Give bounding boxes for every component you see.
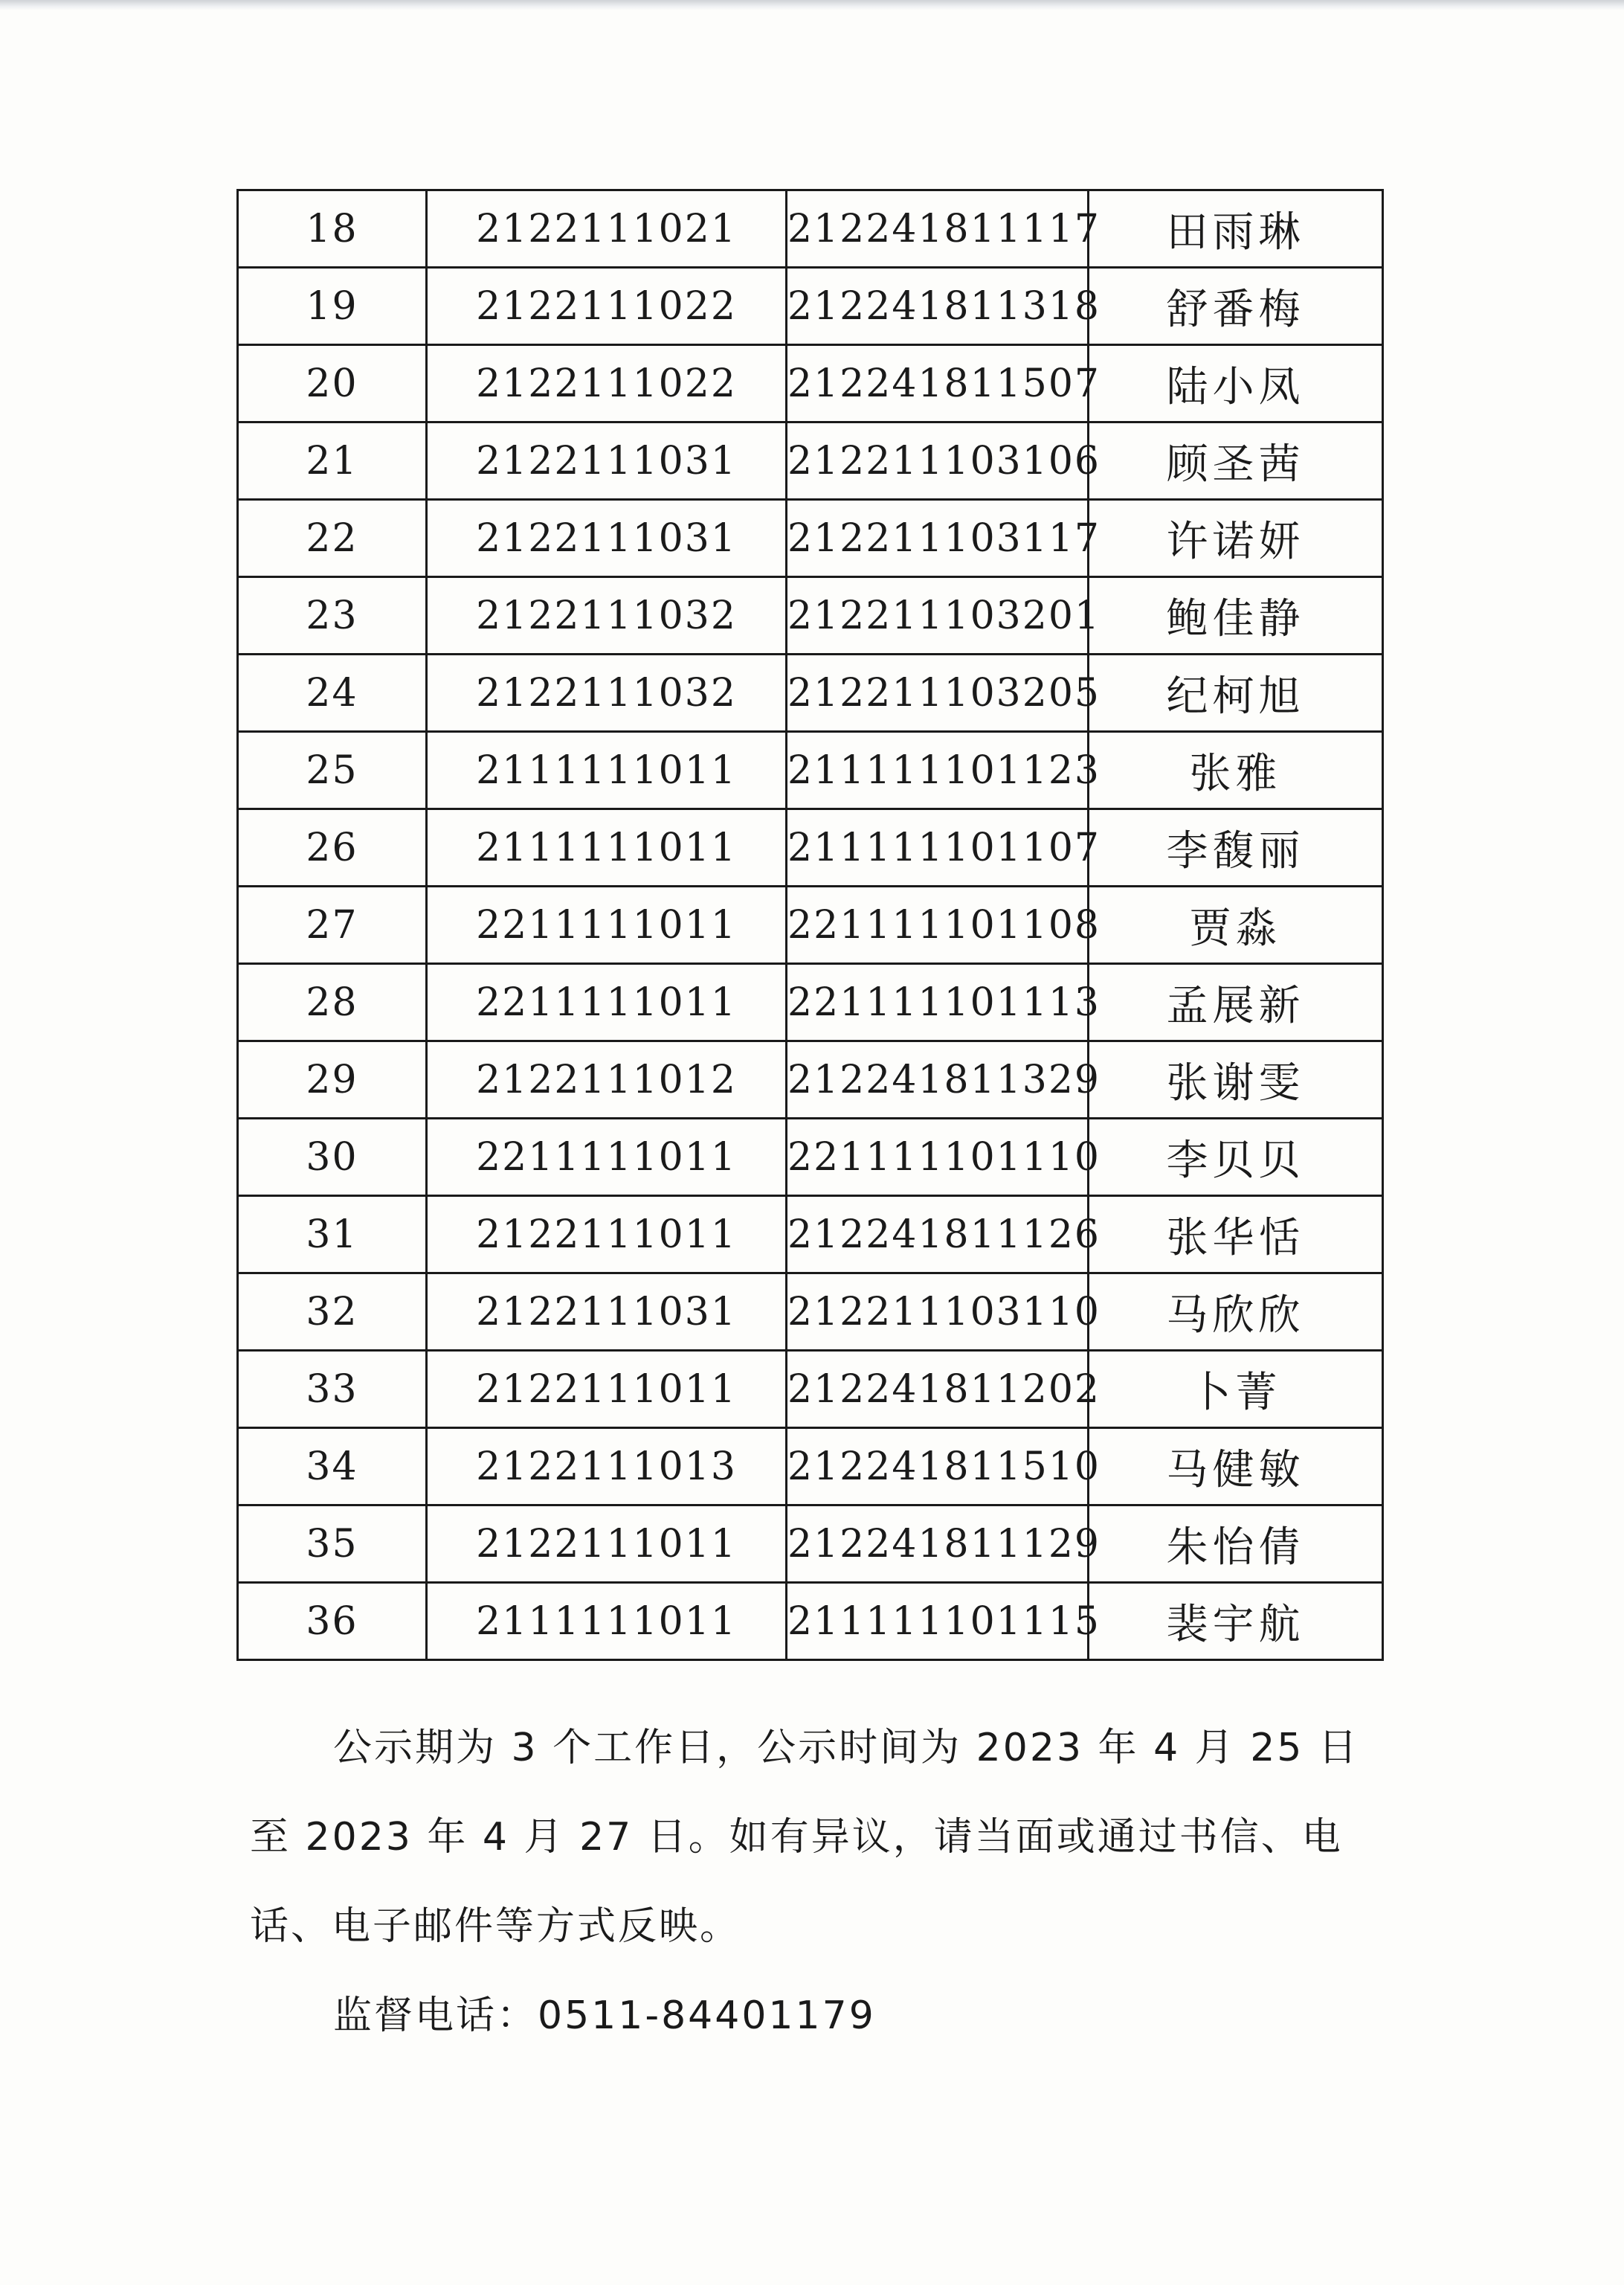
- table-row: [238, 1273, 1383, 1351]
- table-row: [238, 887, 1383, 964]
- table-row: [238, 577, 1383, 655]
- table-cell-name: 卜菁: [1089, 1351, 1383, 1428]
- table-cell-class-code: 2122111022: [427, 345, 787, 422]
- table-cell-student-id: 212241811329: [787, 1041, 1089, 1119]
- table-cell-name: 李馥丽: [1089, 809, 1383, 887]
- table-row: [238, 732, 1383, 809]
- table-cell-student-id: 212211103201: [787, 577, 1089, 655]
- table-cell-class-code: 2111111011: [427, 732, 787, 809]
- table-row: [238, 1505, 1383, 1583]
- table-cell-class-code: 2122111032: [427, 577, 787, 655]
- table-cell-class-code: 2122111011: [427, 1351, 787, 1428]
- notice-paragraph: 公示期为 3 个工作日，公示时间为 2023 年 4 月 25 日至 2023 年 4 月 27 日。如有异议，请当面或通过书信、电话、电子邮件等方式反映。: [250, 1726, 1359, 1949]
- table-cell-student-id: 212241811202: [787, 1351, 1089, 1428]
- table-cell-index: 21: [238, 422, 427, 500]
- table-cell-index: 20: [238, 345, 427, 422]
- table-cell-index: 33: [238, 1351, 427, 1428]
- table-cell-student-id: 221111101110: [787, 1119, 1089, 1196]
- table-row: [238, 1196, 1383, 1273]
- table-cell-name: 裴宇航: [1089, 1583, 1383, 1660]
- table-cell-student-id: 221111101108: [787, 887, 1089, 964]
- table-cell-class-code: 2211111011: [427, 887, 787, 964]
- table-cell-student-id: 212241811318: [787, 268, 1089, 345]
- table-cell-class-code: 2122111011: [427, 1505, 787, 1583]
- table-cell-index: 28: [238, 964, 427, 1041]
- table-cell-class-code: 2111111011: [427, 1583, 787, 1660]
- table-row: [238, 1583, 1383, 1660]
- table-cell-name: 鲍佳静: [1089, 577, 1383, 655]
- table-row: [238, 1351, 1383, 1428]
- table-row: [238, 422, 1383, 500]
- scan-edge: [0, 0, 1624, 10]
- table-cell-student-id: 212211103110: [787, 1273, 1089, 1351]
- table-cell-class-code: 2122111021: [427, 190, 787, 268]
- supervision-hotline: 监督电话：0511-84401179: [333, 1993, 876, 2038]
- table-cell-index: 18: [238, 190, 427, 268]
- table-cell-name: 纪柯旭: [1089, 655, 1383, 732]
- table-cell-name: 马健敏: [1089, 1428, 1383, 1505]
- table-cell-name: 张谢雯: [1089, 1041, 1383, 1119]
- table-cell-name: 朱怡倩: [1089, 1505, 1383, 1583]
- table-cell-index: 35: [238, 1505, 427, 1583]
- table-cell-student-id: 211111101123: [787, 732, 1089, 809]
- table-cell-student-id: 212241811507: [787, 345, 1089, 422]
- table-cell-name: 舒番梅: [1089, 268, 1383, 345]
- table-cell-name: 孟展新: [1089, 964, 1383, 1041]
- table-cell-student-id: 212241811126: [787, 1196, 1089, 1273]
- table-cell-class-code: 2122111031: [427, 500, 787, 577]
- table-cell-student-id: 212211103106: [787, 422, 1089, 500]
- table-cell-class-code: 2122111013: [427, 1428, 787, 1505]
- table-row: [238, 190, 1383, 268]
- table-cell-index: 26: [238, 809, 427, 887]
- table-cell-class-code: 2122111012: [427, 1041, 787, 1119]
- table-cell-name: 马欣欣: [1089, 1273, 1383, 1351]
- table-cell-name: 田雨琳: [1089, 190, 1383, 268]
- table-cell-index: 31: [238, 1196, 427, 1273]
- table-cell-name: 张华恬: [1089, 1196, 1383, 1273]
- table-cell-student-id: 211111101107: [787, 809, 1089, 887]
- table-row: [238, 345, 1383, 422]
- table-row: [238, 1119, 1383, 1196]
- roster-table-body: [238, 190, 1383, 1660]
- table-cell-index: 24: [238, 655, 427, 732]
- table-cell-index: 19: [238, 268, 427, 345]
- table-cell-index: 23: [238, 577, 427, 655]
- table-cell-class-code: 2122111032: [427, 655, 787, 732]
- table-row: [238, 268, 1383, 345]
- table-cell-class-code: 2122111011: [427, 1196, 787, 1273]
- table-cell-index: 32: [238, 1273, 427, 1351]
- table-cell-index: 22: [238, 500, 427, 577]
- table-row: [238, 964, 1383, 1041]
- table-cell-name: 顾圣茜: [1089, 422, 1383, 500]
- table-row: [238, 1041, 1383, 1119]
- table-cell-class-code: 2122111031: [427, 1273, 787, 1351]
- table-cell-class-code: 2122111031: [427, 422, 787, 500]
- table-cell-student-id: 212241811510: [787, 1428, 1089, 1505]
- table-cell-name: 许诺妍: [1089, 500, 1383, 577]
- table-cell-class-code: 2211111011: [427, 964, 787, 1041]
- table-cell-student-id: 212211103205: [787, 655, 1089, 732]
- table-row: [238, 500, 1383, 577]
- table-row: [238, 1428, 1383, 1505]
- table-cell-student-id: 212241811129: [787, 1505, 1089, 1583]
- table-row: [238, 809, 1383, 887]
- table-cell-index: 30: [238, 1119, 427, 1196]
- table-cell-name: 张雅: [1089, 732, 1383, 809]
- table-cell-class-code: 2111111011: [427, 809, 787, 887]
- table-cell-index: 34: [238, 1428, 427, 1505]
- table-cell-class-code: 2122111022: [427, 268, 787, 345]
- table-cell-name: 陆小凤: [1089, 345, 1383, 422]
- table-cell-index: 29: [238, 1041, 427, 1119]
- table-cell-index: 27: [238, 887, 427, 964]
- table-cell-student-id: 212211103117: [787, 500, 1089, 577]
- table-cell-index: 25: [238, 732, 427, 809]
- notice-section: [250, 1703, 1395, 2060]
- table-cell-name: 贾淼: [1089, 887, 1383, 964]
- table-cell-student-id: 212241811117: [787, 190, 1089, 268]
- table-cell-class-code: 2211111011: [427, 1119, 787, 1196]
- table-cell-index: 36: [238, 1583, 427, 1660]
- table-row: [238, 655, 1383, 732]
- table-cell-name: 李贝贝: [1089, 1119, 1383, 1196]
- table-cell-student-id: 211111101115: [787, 1583, 1089, 1660]
- student-roster-table: [236, 189, 1384, 1661]
- table-cell-student-id: 221111101113: [787, 964, 1089, 1041]
